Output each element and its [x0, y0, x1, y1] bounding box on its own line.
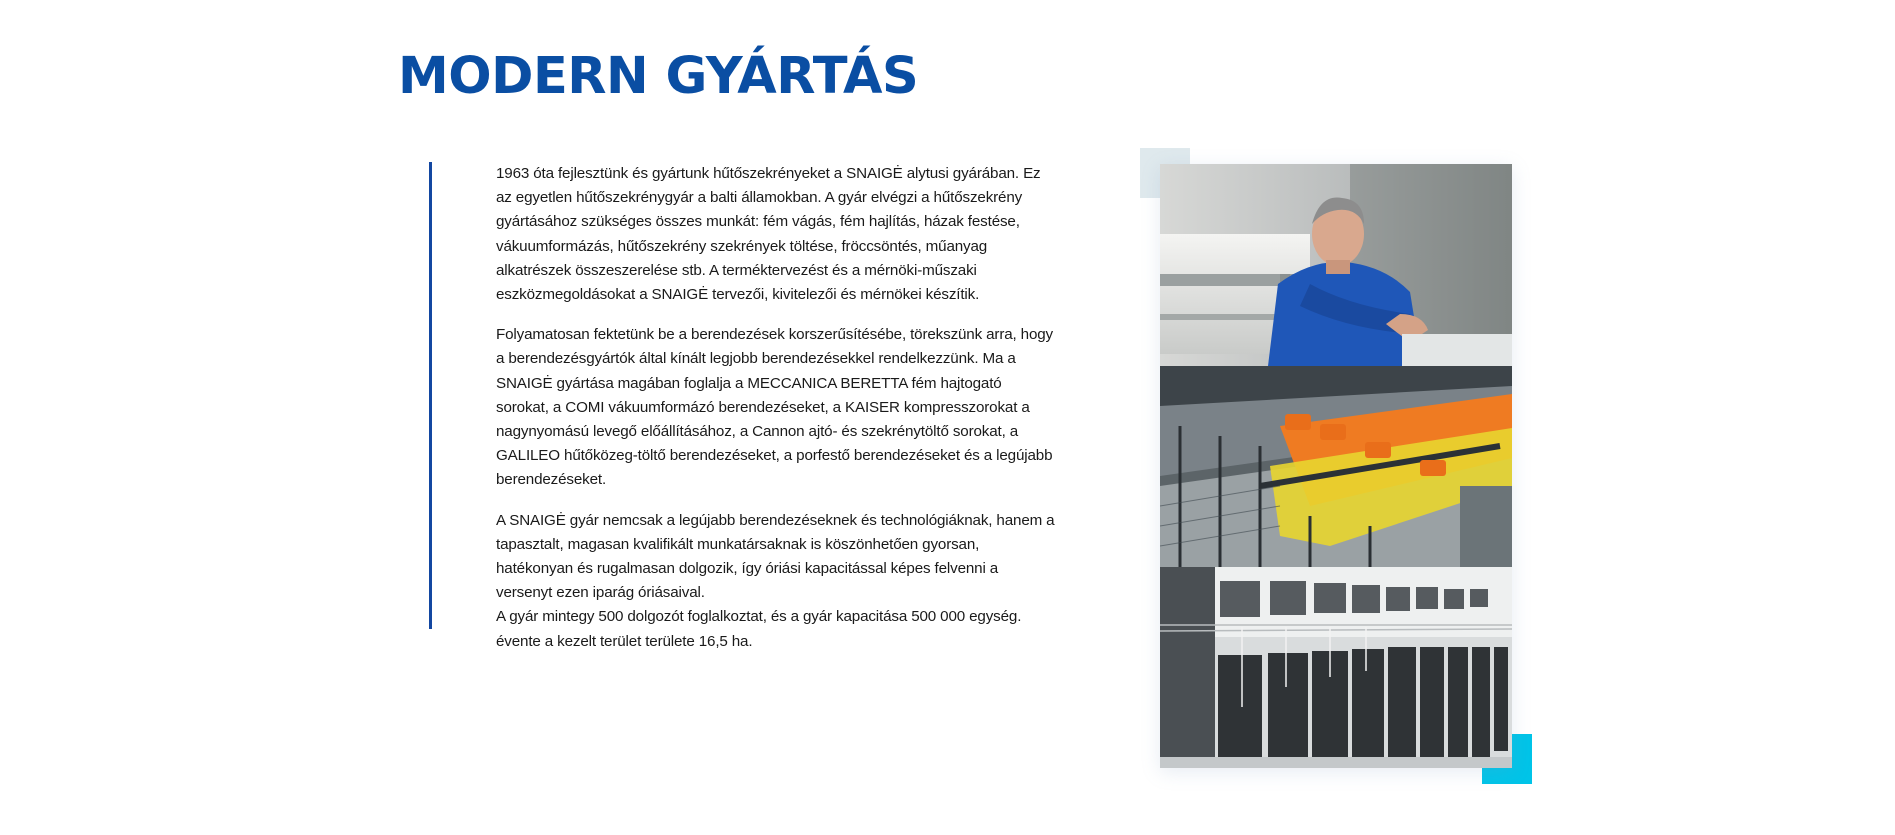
- cabinet-panels-photo: [1160, 567, 1512, 768]
- paragraph-equipment: Folyamatosan fektetünk be a berendezések korszerűsítésébe, törekszünk arra, hogy a berendezésgyártók által kínált legjobb berendezésekkel rendelkezzünk. Ma a SNAIGĖ gyártása magában foglalja a MECCANICA BERETTA fém hajtogató sorokat, a COMI vákuumformázó berendezéseket, a KAISER kompresszorokat a nagynyomású levegő előállításához, a Cannon ajtó- és szekrénytöltő sorokat, a GALILEO hűtőközeg-töltő berendezéseket, a porfestő berendezéseket és a legújabb berendezéseket.: [496, 326, 1053, 489]
- worker-photo: [1160, 164, 1512, 366]
- bending-line-photo: [1160, 366, 1512, 567]
- photo-stack: [1160, 164, 1512, 768]
- paragraph-capacity: A gyár mintegy 500 dolgozót foglalkoztat, és a gyár kapacitása 500 000 egység. évente a kezelt terület területe 16,5 ha.: [496, 608, 1022, 650]
- content-text-block: [429, 162, 1069, 650]
- page-title: MODERN GYÁRTÁS: [398, 47, 919, 106]
- paragraph-history: 1963 óta fejlesztünk és gyártunk hűtőszekrényeket a SNAIGĖ alytusi gyárában. Ez az egyetlen hűtőszekrénygyár a balti államokban. A gyár elvégzi a hűtőszekrény gyártásához szükséges összes munkát: fém vágás, fém hajlítás, házak festése, vákuumformázás, hűtőszekrény szekrények töltése, fröccsöntés, műanyag alkatrészek összeszerelése stb. A terméktervezést és a mérnöki-műszaki eszközmegoldásokat a SNAIGĖ tervezői, kivitelezői és mérnökei készítik.: [496, 165, 1041, 304]
- photo-gallery: [1140, 148, 1532, 788]
- paragraph-workforce: A SNAIGĖ gyár nemcsak a legújabb berendezéseknek és technológiáknak, hanem a tapasztalt, magasan kvalifikált munkatársaknak is köszönhetően gyorsan, hatékonyan és rugalmasan dolgozik, így óriási kapacitással képes felvenni a versenyt ezen iparág óriásaival.: [496, 511, 1055, 602]
